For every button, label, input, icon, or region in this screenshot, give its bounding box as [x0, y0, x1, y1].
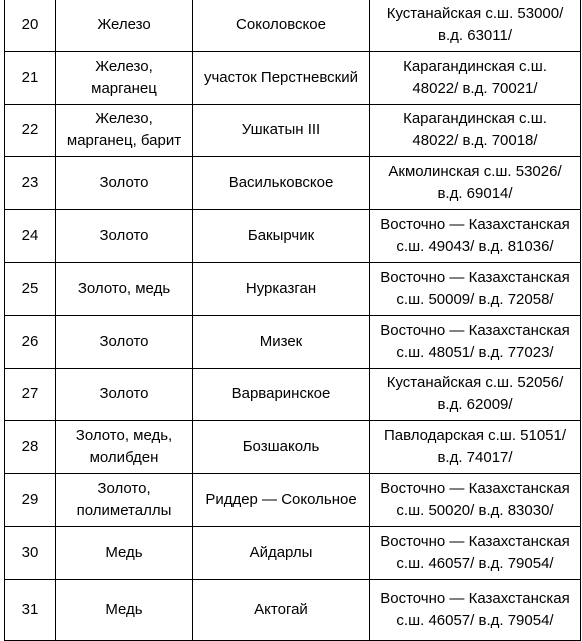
location-cell [370, 104, 581, 157]
location-cell [370, 368, 581, 421]
location-line: в.д. 74017/ [437, 449, 513, 467]
mineral-cell [56, 368, 193, 421]
deposit-name-line: Васильковское [228, 174, 334, 192]
location-line: в.д. 62009/ [437, 396, 513, 414]
location-cell [370, 157, 581, 210]
mineral-line: Золото [99, 385, 149, 403]
mineral-cell [56, 210, 193, 263]
mineral-line: Золото, медь, [75, 427, 173, 445]
deposit-name-line: Мизек [259, 332, 303, 350]
mineral-line: марганец [91, 79, 157, 97]
mineral-cell [56, 262, 193, 315]
location-cell [370, 474, 581, 527]
mineral-line: Золото [99, 174, 149, 192]
mineral-line: Железо, [95, 57, 153, 75]
row-number-cell: 24 [5, 210, 56, 263]
location-line: с.ш. 50020/ в.д. 83030/ [396, 502, 554, 520]
location-line: Кустанайская с.ш. 53000/ [386, 4, 564, 22]
deposit-name-cell [193, 0, 370, 51]
deposit-name-line: Нурказган [245, 279, 317, 297]
deposit-name-cell [193, 421, 370, 474]
deposit-name-line: Соколовское [236, 15, 326, 33]
location-cell [370, 315, 581, 368]
row-number-cell: 22 [5, 104, 56, 157]
deposit-name-line: участок Перстневский [203, 68, 358, 86]
table-row [5, 0, 581, 51]
mineral-line: Золото, медь [77, 279, 171, 297]
location-line: с.ш. 48051/ в.д. 77023/ [396, 343, 554, 361]
deposits-table [4, 0, 581, 641]
location-line: 48022/ в.д. 70021/ [412, 79, 538, 97]
deposit-name-cell [193, 104, 370, 157]
location-line: Акмолинская с.ш. 53026/ [388, 163, 562, 181]
deposit-name-line: Айдарлы [249, 543, 313, 561]
location-cell [370, 526, 581, 579]
location-line: Павлодарская с.ш. 51051/ [383, 427, 567, 445]
mineral-line: Медь [105, 600, 143, 618]
location-line: 48022/ в.д. 70018/ [412, 132, 538, 150]
mineral-cell [56, 526, 193, 579]
location-cell [370, 0, 581, 51]
mineral-cell [56, 157, 193, 210]
mineral-line: молибден [89, 449, 159, 467]
deposit-name-cell [193, 157, 370, 210]
mineral-cell [56, 474, 193, 527]
location-line: Восточно — Казахстанская [380, 268, 570, 286]
mineral-cell [56, 51, 193, 104]
deposit-name-line: Бакырчик [247, 227, 315, 245]
mineral-cell [56, 315, 193, 368]
location-line: с.ш. 49043/ в.д. 81036/ [396, 238, 554, 256]
location-cell [370, 210, 581, 263]
deposit-name-cell [193, 210, 370, 263]
location-line: Восточно — Казахстанская [380, 589, 570, 607]
table-row [5, 579, 581, 640]
deposit-name-line: Бозшаколь [242, 438, 320, 456]
row-number-cell: 23 [5, 157, 56, 210]
mineral-line: Медь [105, 543, 143, 561]
mineral-cell [56, 579, 193, 640]
location-line: в.д. 69014/ [437, 185, 513, 203]
deposit-name-line: Риддер — Сокольное [205, 491, 357, 509]
location-cell [370, 262, 581, 315]
location-line: Карагандинская с.ш. [403, 110, 547, 128]
deposit-name-line: Актогай [254, 600, 308, 618]
deposit-name-cell [193, 262, 370, 315]
location-cell [370, 579, 581, 640]
row-number-cell: 28 [5, 421, 56, 474]
location-line: с.ш. 46057/ в.д. 79054/ [396, 554, 554, 572]
mineral-line: марганец, барит [66, 132, 182, 150]
table-row [5, 315, 581, 368]
deposit-name-line: Ушкатын III [241, 121, 321, 139]
location-line: Восточно — Казахстанская [380, 532, 570, 550]
deposit-name-line: Варваринское [231, 385, 331, 403]
row-number-cell: 26 [5, 315, 56, 368]
row-number-cell: 30 [5, 526, 56, 579]
mineral-line: Золото, [97, 480, 151, 498]
row-number-cell: 31 [5, 579, 56, 640]
location-line: с.ш. 46057/ в.д. 79054/ [396, 611, 554, 629]
deposit-name-cell [193, 474, 370, 527]
row-number-cell: 29 [5, 474, 56, 527]
mineral-line: Золото [99, 332, 149, 350]
table-row [5, 51, 581, 104]
location-line: Восточно — Казахстанская [380, 321, 570, 339]
mineral-line: Железо [97, 15, 151, 33]
location-line: Восточно — Казахстанская [380, 216, 570, 234]
mineral-line: полиметаллы [76, 502, 172, 520]
row-number-cell: 20 [5, 0, 56, 51]
deposit-name-cell [193, 368, 370, 421]
table-row [5, 474, 581, 527]
location-line: Кустанайская с.ш. 52056/ [386, 374, 564, 392]
table-row [5, 421, 581, 474]
mineral-cell [56, 104, 193, 157]
location-line: Восточно — Казахстанская [380, 480, 570, 498]
table-row [5, 368, 581, 421]
mineral-cell [56, 421, 193, 474]
location-line: Карагандинская с.ш. [403, 57, 547, 75]
location-line: в.д. 63011/ [438, 26, 512, 44]
location-cell [370, 51, 581, 104]
mineral-line: Железо, [95, 110, 153, 128]
row-number-cell: 27 [5, 368, 56, 421]
location-cell [370, 421, 581, 474]
deposit-name-cell [193, 51, 370, 104]
row-number-cell: 25 [5, 262, 56, 315]
table-row [5, 526, 581, 579]
deposit-name-cell [193, 526, 370, 579]
deposit-name-cell [193, 579, 370, 640]
table-row [5, 262, 581, 315]
row-number-cell: 21 [5, 51, 56, 104]
mineral-line: Золото [99, 227, 149, 245]
table-row [5, 210, 581, 263]
mineral-cell [56, 0, 193, 51]
table-row [5, 157, 581, 210]
deposits-table-body [5, 0, 581, 640]
location-line: с.ш. 50009/ в.д. 72058/ [396, 290, 554, 308]
deposit-name-cell [193, 315, 370, 368]
table-row [5, 104, 581, 157]
